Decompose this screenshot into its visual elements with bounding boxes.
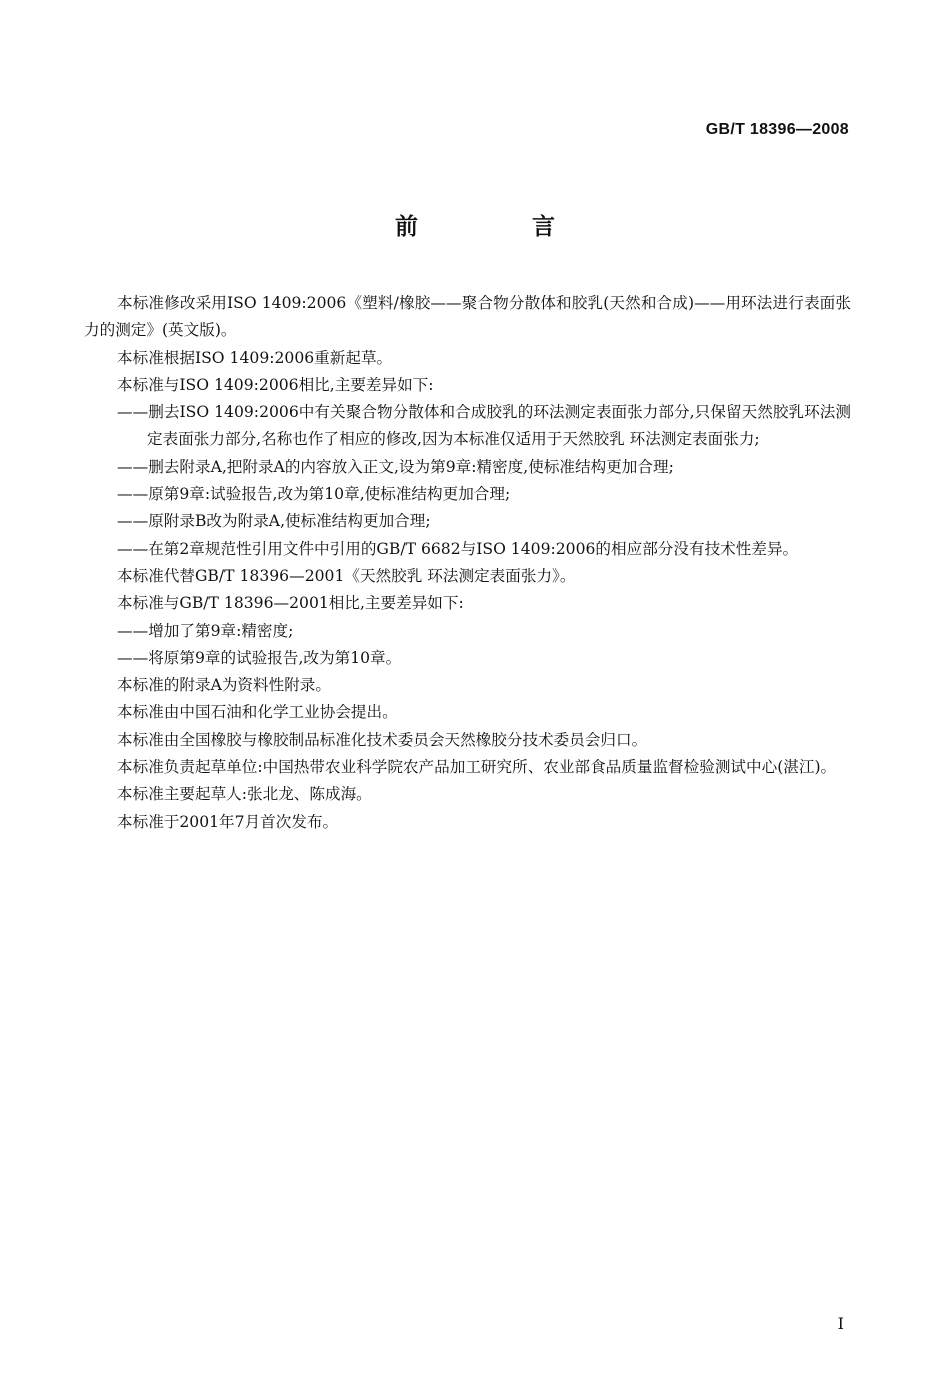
standard-code: GB/T 18396—2008	[705, 121, 849, 138]
paragraph: 本标准主要起草人:张北龙、陈成海。	[117, 785, 372, 804]
list-item: ——原附录B改为附录A,使标准结构更加合理;	[117, 512, 431, 531]
list-item: ——原第9章:试验报告,改为第10章,使标准结构更加合理;	[117, 485, 511, 504]
paragraph: 本标准与GB/T 18396—2001相比,主要差异如下:	[117, 594, 464, 613]
paragraph: 本标准的附录A为资料性附录。	[117, 676, 331, 695]
paragraph: 本标准根据ISO 1409:2006重新起草。	[117, 348, 393, 367]
paragraph: 本标准修改采用ISO 1409:2006《塑料/橡胶——聚合物分散体和胶乳(天然和合成)——用环法进行表面张力的测定》(英文版)。	[84, 294, 851, 340]
list-item: ——将原第9章的试验报告,改为第10章。	[117, 648, 402, 667]
paragraph: 本标准代替GB/T 18396—2001《天然胶乳 环法测定表面张力》。	[117, 566, 576, 585]
list-item: ——删去附录A,把附录A的内容放入正文,设为第9章:精密度,使标准结构更加合理;	[117, 457, 674, 476]
paragraph: 本标准由全国橡胶与橡胶制品标准化技术委员会天然橡胶分技术委员会归口。	[117, 730, 648, 749]
page-title: 前 言	[394, 214, 608, 240]
page-number: I	[837, 1314, 844, 1333]
foreword-body	[84, 290, 851, 836]
paragraph: 本标准由中国石油和化学工业协会提出。	[117, 703, 398, 722]
paragraph: 本标准负责起草单位:中国热带农业科学院农产品加工研究所、农业部食品质量监督检验测试中心(湛江)。	[117, 758, 837, 777]
list-item: ——删去ISO 1409:2006中有关聚合物分散体和合成胶乳的环法测定表面张力部分,只保留天然胶乳环法测定表面张力部分,名称也作了相应的修改,因为本标准仅适用于天然胶乳 环法测定表面张力;	[117, 403, 851, 449]
list-item: ——增加了第9章:精密度;	[117, 621, 294, 640]
paragraph: 本标准与ISO 1409:2006相比,主要差异如下:	[117, 375, 434, 394]
list-item: ——在第2章规范性引用文件中引用的GB/T 6682与ISO 1409:2006的相应部分没有技术性差异。	[117, 539, 799, 558]
paragraph: 本标准于2001年7月首次发布。	[117, 812, 339, 831]
